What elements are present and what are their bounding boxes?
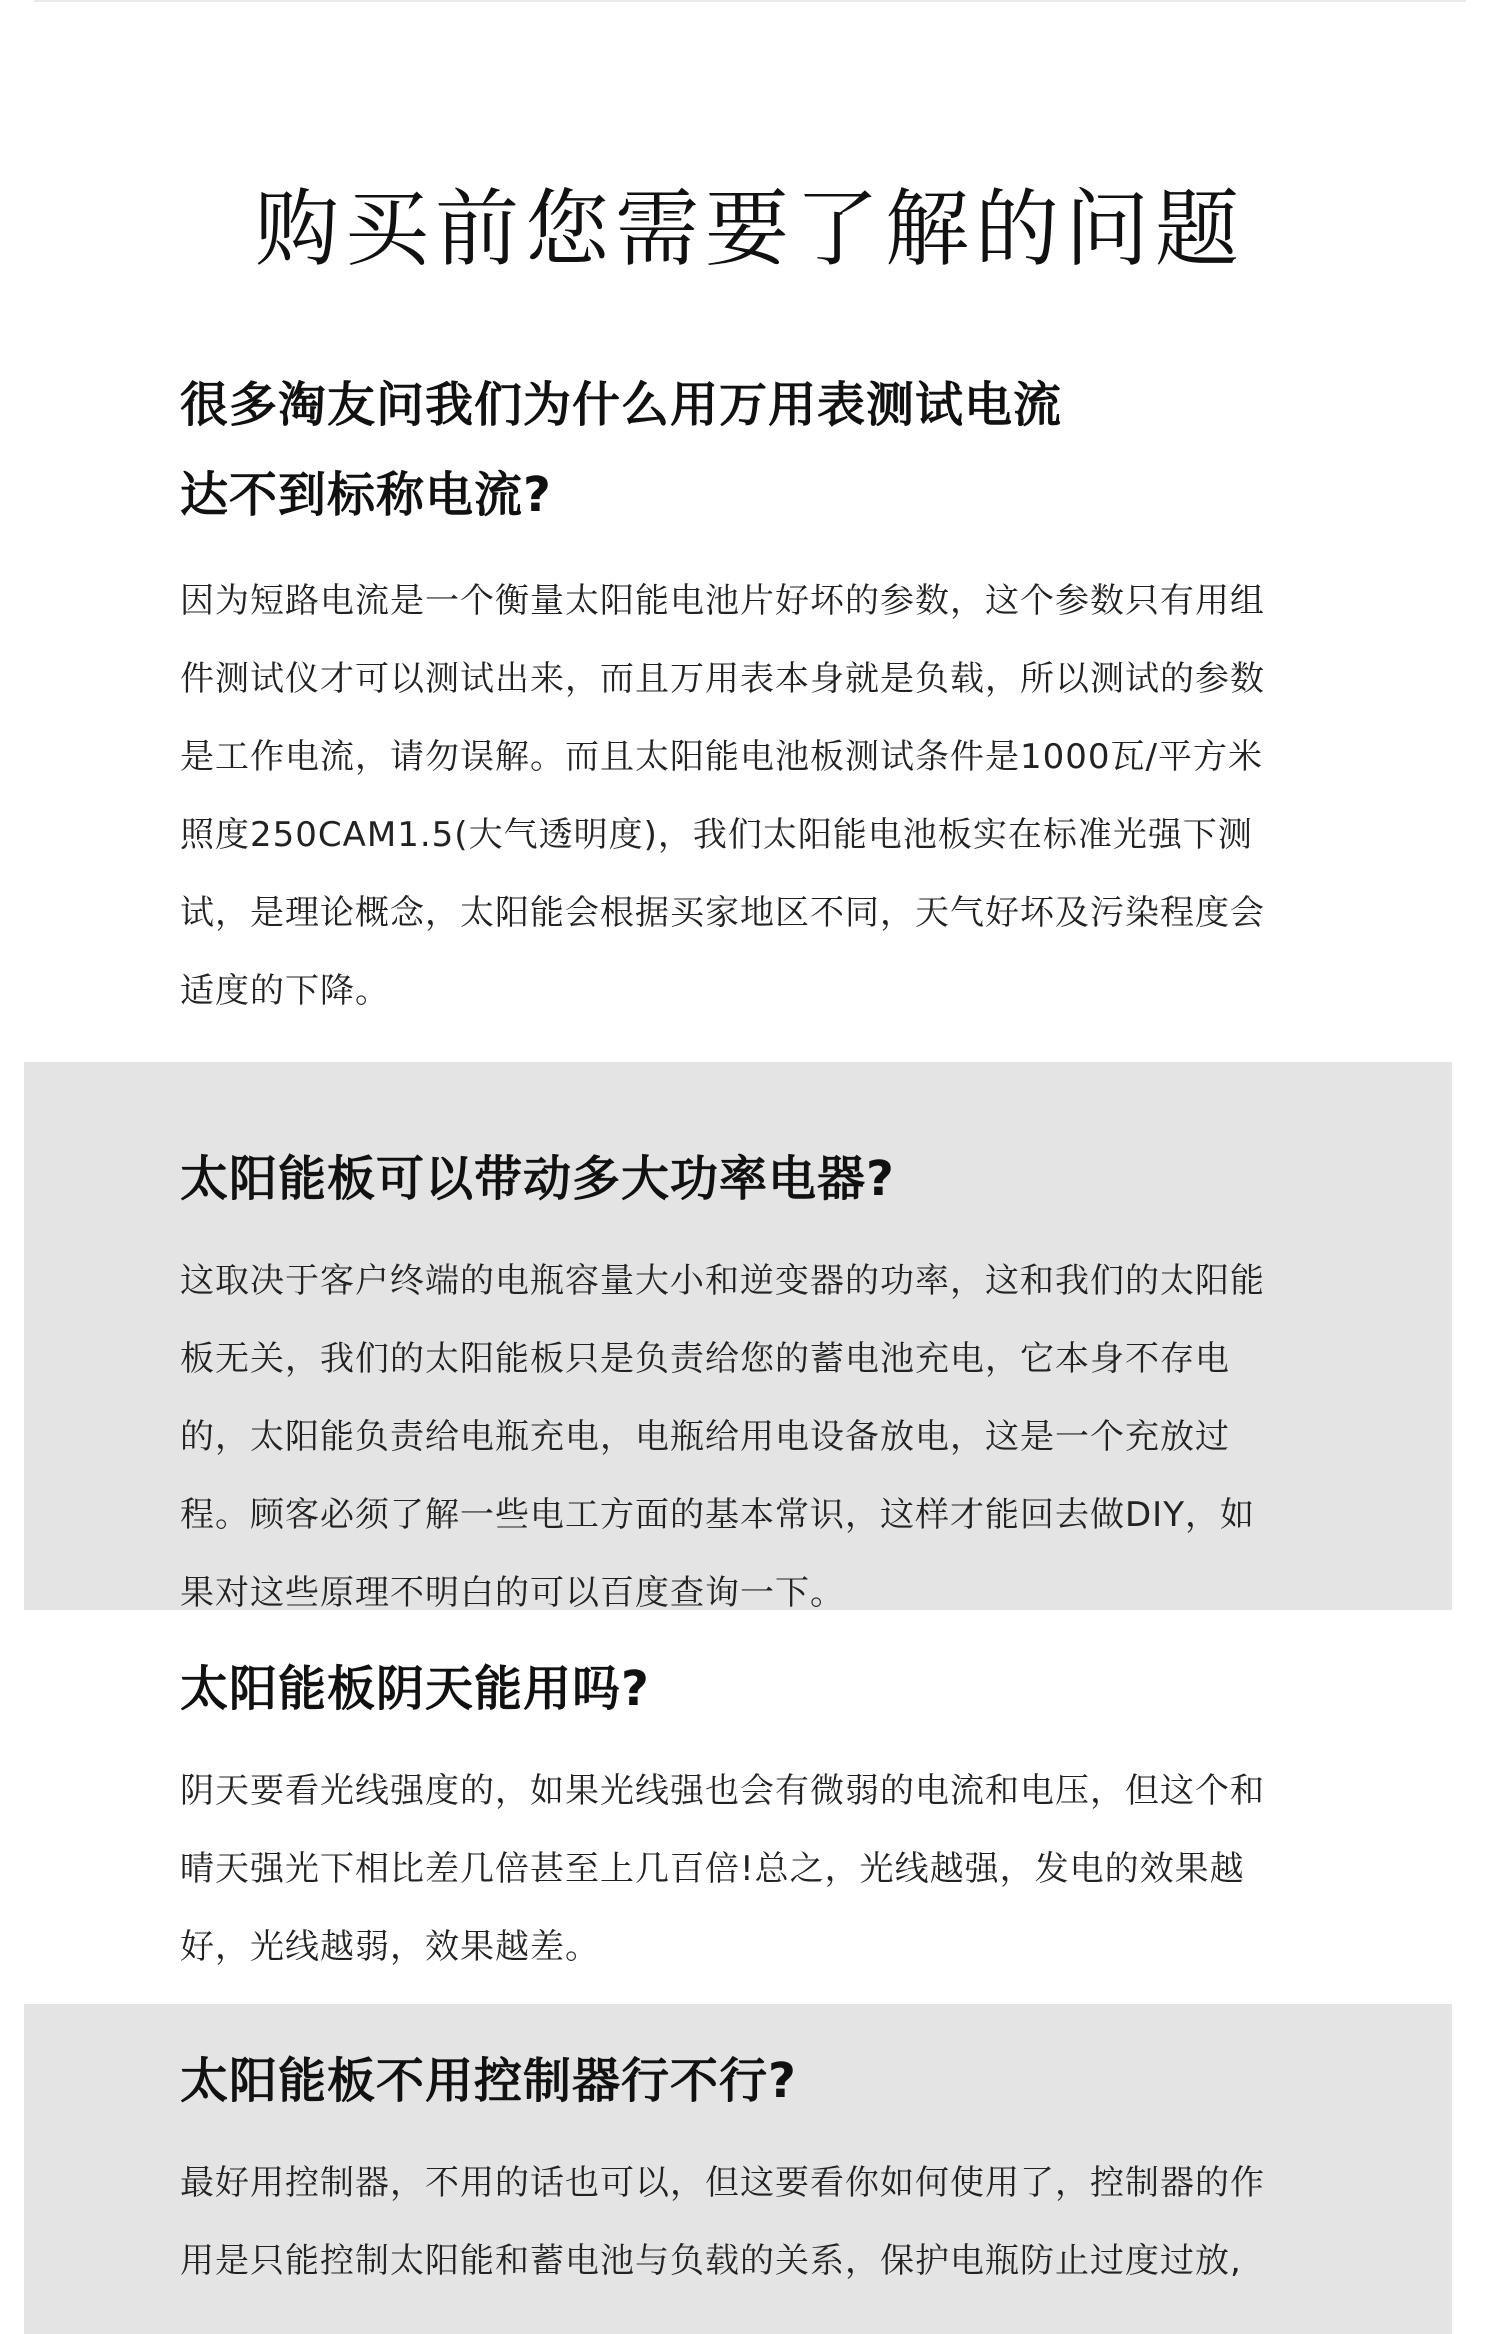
faq-section-2 — [24, 1062, 1452, 1613]
faq-answer: 因为短路电流是一个衡量太阳能电池片好坏的参数，这个参数只有用组 件测试仪才可以测试出来，而且万用表本身就是负载，所以测试的参数 是工作电流，请勿误解。而且太阳能电池板测试条件是1000瓦/平方米 照度250CAM1.5(大气透明度)，我们太阳能电池板实在标准光强下测 试，是理论概念，太阳能会根据买家地区不同，天气好坏及污染程度会 适度的下降。 — [180, 581, 1265, 1011]
faq-answer: 最好用控制器，不用的话也可以，但这要看你如何使用了，控制器的作 用是只能控制太阳能和蓄电池与负载的关系，保护电瓶防止过度过放, — [180, 2163, 1265, 2281]
faq-question: 太阳能板不用控制器行不行? — [180, 2053, 797, 2109]
faq-answer: 阴天要看光线强度的，如果光线强也会有微弱的电流和电压，但这个和 晴天强光下相比差几倍甚至上几百倍!总之，光线越强，发电的效果越 好，光线越弱，效果越差。 — [180, 1771, 1265, 1967]
faq-section-4 — [24, 2004, 1452, 2334]
faq-answer: 这取决于客户终端的电瓶容量大小和逆变器的功率，这和我们的太阳能 板无关，我们的太阳能板只是负责给您的蓄电池充电，它本身不存电 的，太阳能负责给电瓶充电，电瓶给用电设备放电，这是一个充放过 程。顾客必须了解一些电工方面的基本常识，这样才能回去做DIY，如 果对这些原理不明白的可以百度查询一下。 — [180, 1261, 1265, 1613]
page-title: 购买前您需要了解的问题 — [254, 180, 1245, 279]
top-divider — [34, 0, 1466, 2]
faq-section-1 — [24, 360, 1452, 1030]
faq-section-3 — [24, 1644, 1452, 1986]
faq-question: 太阳能板阴天能用吗? — [180, 1661, 650, 1717]
faq-question: 太阳能板可以带动多大功率电器? — [180, 1151, 895, 1207]
faq-question: 很多淘友问我们为什么用万用表测试电流 达不到标称电流? — [180, 377, 1063, 523]
